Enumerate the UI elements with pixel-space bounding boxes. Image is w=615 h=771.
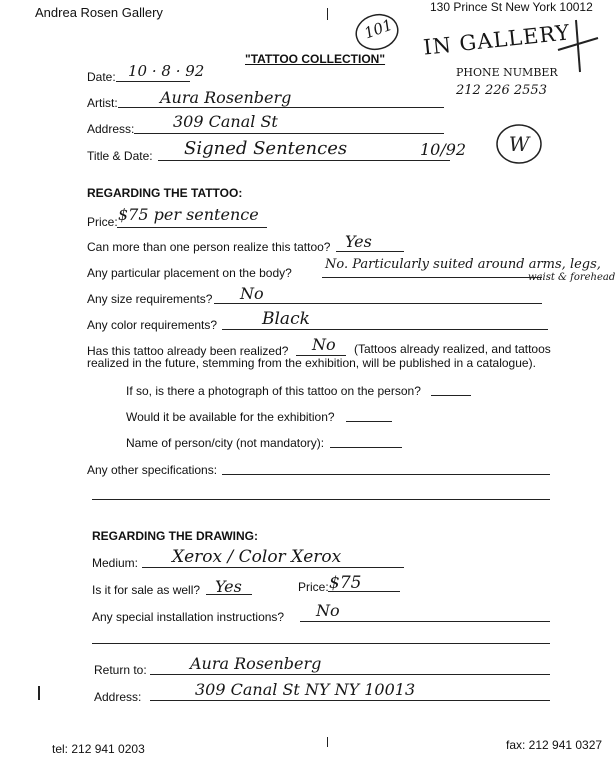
medium-line	[142, 567, 404, 568]
artist-label: Artist:	[87, 96, 118, 110]
more-than-one-value: Yes	[345, 232, 372, 251]
drawing-address-line	[150, 700, 550, 701]
tattoo-heading: REGARDING THE TATTOO:	[87, 186, 243, 200]
drawing-address-value: 309 Canal St NY NY 10013	[195, 680, 416, 699]
date-line	[116, 81, 190, 82]
other-label: Any other specifications:	[87, 463, 218, 477]
name-city-label: Name of person/city (not mandatory):	[126, 436, 325, 450]
realized-label: Has this tattoo already been realized?	[87, 344, 289, 358]
drawing-address-label: Address:	[94, 690, 142, 704]
color-value: Black	[262, 309, 310, 329]
sale-value: Yes	[215, 577, 242, 596]
sale-line	[206, 594, 252, 595]
phone-label-annotation: PHONE NUMBER	[456, 66, 558, 79]
placement-label: Any particular placement on the body?	[87, 266, 292, 280]
exhibition-label: Would it be available for the exhibition?	[126, 410, 335, 424]
footer-fax: fax: 212 941 0327	[506, 738, 603, 752]
drawing-price-line	[328, 591, 400, 592]
color-line	[222, 329, 548, 330]
artist-value: Aura Rosenberg	[160, 88, 292, 107]
drawing-heading: REGARDING THE DRAWING:	[92, 529, 258, 543]
exhibition-line	[346, 421, 392, 422]
realized-value: No	[312, 335, 336, 354]
tattoo-price-value: $75 per sentence	[118, 205, 259, 224]
form-title: "TATTOO COLLECTION"	[245, 52, 386, 66]
other-line-2	[92, 499, 550, 500]
address-line	[134, 133, 444, 134]
date-value: 10 · 8 · 92	[128, 62, 205, 80]
install-label: Any special installation instructions?	[92, 610, 285, 624]
title-label: Title & Date:	[87, 149, 153, 163]
title-line	[158, 160, 450, 161]
return-label: Return to:	[94, 663, 147, 677]
size-label: Any size requirements?	[87, 292, 213, 306]
scan-mark	[327, 8, 328, 20]
tattoo-price-line	[117, 227, 267, 228]
more-than-one-label: Can more than one person realize this tattoo?	[87, 240, 331, 254]
placement-value-2: waist & forehead	[528, 272, 615, 283]
return-line	[150, 674, 550, 675]
realized-note-1: (Tattoos already realized, and tattoos	[354, 342, 551, 356]
footer-tel: tel: 212 941 0203	[52, 742, 145, 756]
phone-value-annotation: 212 226 2553	[456, 83, 547, 98]
date-label: Date:	[87, 70, 116, 84]
scan-mark	[38, 686, 40, 700]
sale-label: Is it for sale as well?	[92, 583, 201, 597]
gallery-address: 130 Prince St New York 10012	[430, 0, 593, 14]
photo-line	[431, 395, 471, 396]
title-value: Signed Sentences	[184, 138, 348, 159]
circled-letter	[492, 120, 546, 168]
artist-line	[118, 107, 444, 108]
address-label: Address:	[87, 122, 135, 136]
title-date-value: 10/92	[420, 140, 467, 159]
in-gallery-annotation: IN GALLERY	[422, 20, 572, 60]
drawing-price-label: Price:	[298, 580, 329, 594]
other-line-1	[222, 474, 550, 475]
photo-label: If so, is there a photograph of this tattoo on the person?	[126, 384, 421, 398]
gallery-name: Andrea Rosen Gallery	[35, 5, 163, 20]
size-value: No	[240, 284, 264, 303]
medium-label: Medium:	[92, 556, 139, 570]
install-line-2	[92, 643, 550, 644]
tattoo-price-label: Price:	[87, 215, 118, 229]
drawing-price-value: $75	[329, 573, 362, 593]
name-city-line	[330, 447, 402, 448]
number-annotation: 101	[361, 15, 395, 43]
circled-letter-text: W	[508, 132, 530, 156]
medium-value: Xerox / Color Xerox	[172, 547, 342, 567]
install-value: No	[316, 601, 340, 620]
number-circle	[352, 10, 402, 54]
realized-note-2: realized in the future, stemming from the exhibition, will be published in a catalogue).	[87, 356, 536, 370]
more-than-one-line	[336, 251, 404, 252]
scan-mark	[327, 737, 328, 747]
size-line	[214, 303, 542, 304]
placement-line	[322, 277, 542, 278]
cross-mark	[556, 18, 600, 76]
install-line	[300, 621, 550, 622]
placement-value: No. Particularly suited around arms, legs,	[325, 257, 601, 272]
return-value: Aura Rosenberg	[190, 654, 322, 673]
address-value: 309 Canal St	[173, 112, 278, 131]
color-label: Any color requirements?	[87, 318, 218, 332]
